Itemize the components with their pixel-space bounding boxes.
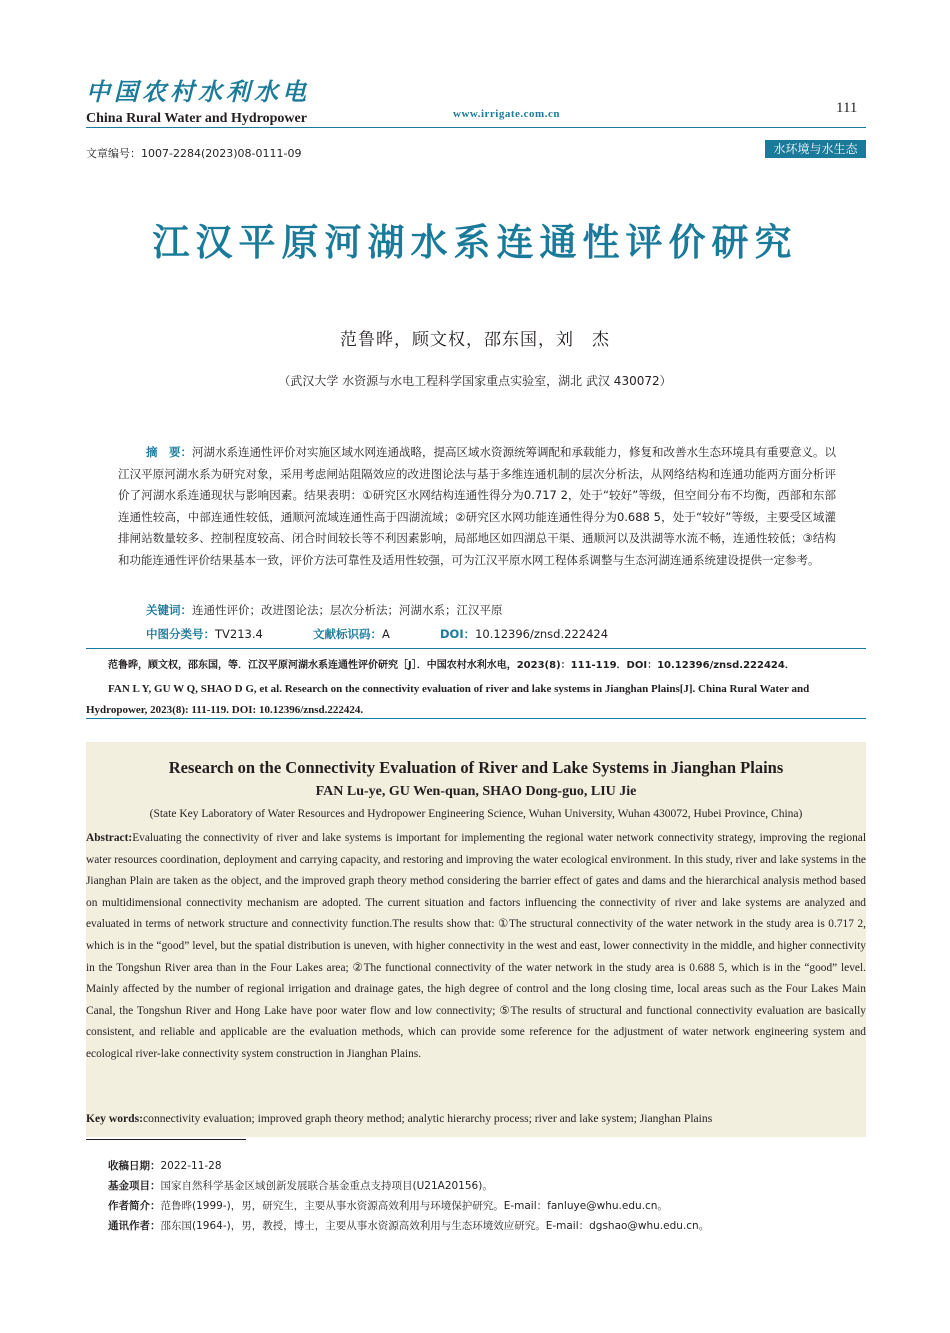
author-list: 范鲁晔，顾文权，邵东国，刘 杰 xyxy=(340,330,610,350)
journal-name-en: China Rural Water and Hydropower xyxy=(86,111,307,126)
keywords-en-label: Key words: xyxy=(86,1112,143,1125)
keywords-cn-text: 连通性评价；改进图论法；层次分析法；河湖水系；江汉平原 xyxy=(192,603,503,617)
footnote-divider xyxy=(86,1139,246,1140)
keywords-cn xyxy=(146,602,846,618)
footnote-received xyxy=(108,1158,868,1173)
abstract-cn xyxy=(118,442,836,572)
author-bio-label: 作者简介： xyxy=(108,1200,161,1212)
english-authors: FAN Lu-ye, GU Wen-quan, SHAO Dong-guo, LIU Jie xyxy=(315,784,637,799)
fund-label: 基金项目： xyxy=(108,1180,161,1192)
header-divider xyxy=(86,127,866,128)
doi[interactable] xyxy=(440,626,608,642)
citation-en: FAN L Y, GU W Q, SHAO D G, et al. Research on the connectivity evaluation of river and lake systems in Jianghan Plains[J]. China Rural Water and Hydropower, 2023(8): 111-119. DOI: 10.12396/znsd.222424. xyxy=(86,683,810,716)
footnote-author xyxy=(108,1198,868,1213)
article-number: 文章编号：1007-2284(2023)08-0111-09 xyxy=(86,147,302,160)
document-code-label: 文献标识码： xyxy=(313,627,382,641)
footnote-fund xyxy=(108,1178,868,1193)
abstract-en xyxy=(86,828,866,1066)
doi-value[interactable]: 10.12396/znsd.222424 xyxy=(475,627,609,641)
clc-value: TV213.4 xyxy=(215,627,263,641)
clc-number xyxy=(146,626,263,642)
keywords-en-text: connectivity evaluation; improved graph theory method; analytic hierarchy process; river and lake system; Jianghan Plains xyxy=(143,1112,713,1125)
journal-name-cn: 中国农村水利水电 xyxy=(86,77,310,106)
abstract-cn-label: 摘 要： xyxy=(146,445,192,459)
keywords-en xyxy=(86,1112,866,1125)
citation-cn: 范鲁晔，顾文权，邵东国，等．江汉平原河湖水系连通性评价研究［J］．中国农村水利水电，2023(8)：111-119．DOI：10.12396/znsd.222424． xyxy=(108,660,795,671)
clc-label: 中图分类号： xyxy=(146,627,215,641)
section-tag: 水环境与水生态 xyxy=(765,140,866,158)
corresponding-label: 通讯作者： xyxy=(108,1220,161,1232)
page-number: 111 xyxy=(836,100,858,116)
document-code-value: A xyxy=(382,627,390,641)
abstract-en-label: Abstract: xyxy=(86,832,133,844)
citation-top-divider xyxy=(86,648,866,649)
doi-label: DOI： xyxy=(440,627,476,641)
english-title: Research on the Connectivity Evaluation of River and Lake Systems in Jianghan Plains xyxy=(168,758,784,777)
keywords-cn-label: 关键词： xyxy=(146,603,192,617)
journal-website[interactable]: www.irrigate.com.cn xyxy=(453,108,560,120)
corresponding-text: 邵东国(1964-)，男，教授，博士，主要从事水资源高效利用与生态环境效应研究。E-mail：dgshao@whu.edu.cn。 xyxy=(160,1220,710,1232)
document-code xyxy=(313,626,390,642)
fund-text: 国家自然科学基金区域创新发展联合基金重点支持项目(U21A20156)。 xyxy=(160,1180,493,1192)
affiliation: （武汉大学 水资源与水电工程科学国家重点实验室，湖北 武汉 430072） xyxy=(278,374,672,388)
footnote-corresponding xyxy=(108,1218,868,1233)
citation-bottom-divider xyxy=(86,718,866,719)
abstract-cn-text: 河湖水系连通性评价对实施区域水网连通战略，提高区域水资源统筹调配和承载能力，修复和改善水生态环境具有重要意义。以江汉平原河湖水系为研究对象，采用考虑闸站阻隔效应的改进图论法与基于多维连通机制的层次分析法，从网络结构和连通功能两方面分析评价了河湖水系连通现状与影响因素。结果表明：①研究区水网结构连通性得分为0.717 2，处于“较好”等级，但空间分布不均衡，西部和东部连通性较高，中部连通性较低，通顺河流域连通性高于四湖流域；②研究区水网功能连通性得分为0.688 5，处于“较好”等级，主要受区域灌排闸站数量较多、控制程度较高、闭合时间较长等不利因素影响，局部地区如四湖总干渠、通顺河以及洪湖等水流不畅，连通性较低；③结构和功能连通性评价结果基本一致，评价方法可靠性及适用性较强，可为江汉平原水网工程体系调整与生态河湖连通系统建设提供一定参考。 xyxy=(118,445,836,567)
abstract-en-text: Evaluating the connectivity of river and lake systems is important for implementing the regional water network connectivity strategy, improving the regional water resources coordination, deployment and carrying capacity, and restoring and improving the water ecological environment. In this study, river and lake systems in the Jianghan Plain are taken as the object, and the improved graph theory method considering the barrier effect of gates and dams and the hierarchical analysis method based on multidimensional connectivity mechanism are adopted. The current situation and factors influencing the connectivity of river and lake systems are analyzed and evaluated in terms of network structure and connectivity function.The results show that: ①The structural connectivity of the water network in the study area is 0.717 2, which is in the “good” level, but the spatial distribution is uneven, with higher connectivity in the west and east, lower connectivity in the middle, and higher connectivity in the Tongshun River area than in the Four Lakes area; ②The functional connectivity of the water network in the study area is 0.688 5, which is in the “good” level. Mainly affected by the number of regional irrigation and drainage gates, the high degree of control and the long closing time, local areas such as the Four Lakes Main Canal, the Tongshun River and Hong Lake have poor water flow and low connectivity; ⑤The results of structural and functional connectivity evaluation are basically consistent, and reliable and applicable are the evaluation methods, which can provide some reference for the adjustment of water network engineering system and ecological river-lake connectivity system construction in Jianghan Plains. xyxy=(86,832,866,1060)
author-bio-text: 范鲁晔(1999-)，男，研究生，主要从事水资源高效利用与环境保护研究。E-mail：fanluye@whu.edu.cn。 xyxy=(160,1200,668,1212)
paper-title: 江汉平原河湖水系连通性评价研究 xyxy=(152,221,798,264)
received-date: 2022-11-28 xyxy=(160,1160,222,1172)
english-affiliation: (State Key Laboratory of Water Resources and Hydropower Engineering Science, Wuhan University, Wuhan 430072, Hubei Province, China) xyxy=(149,808,803,820)
received-label: 收稿日期： xyxy=(108,1160,161,1172)
